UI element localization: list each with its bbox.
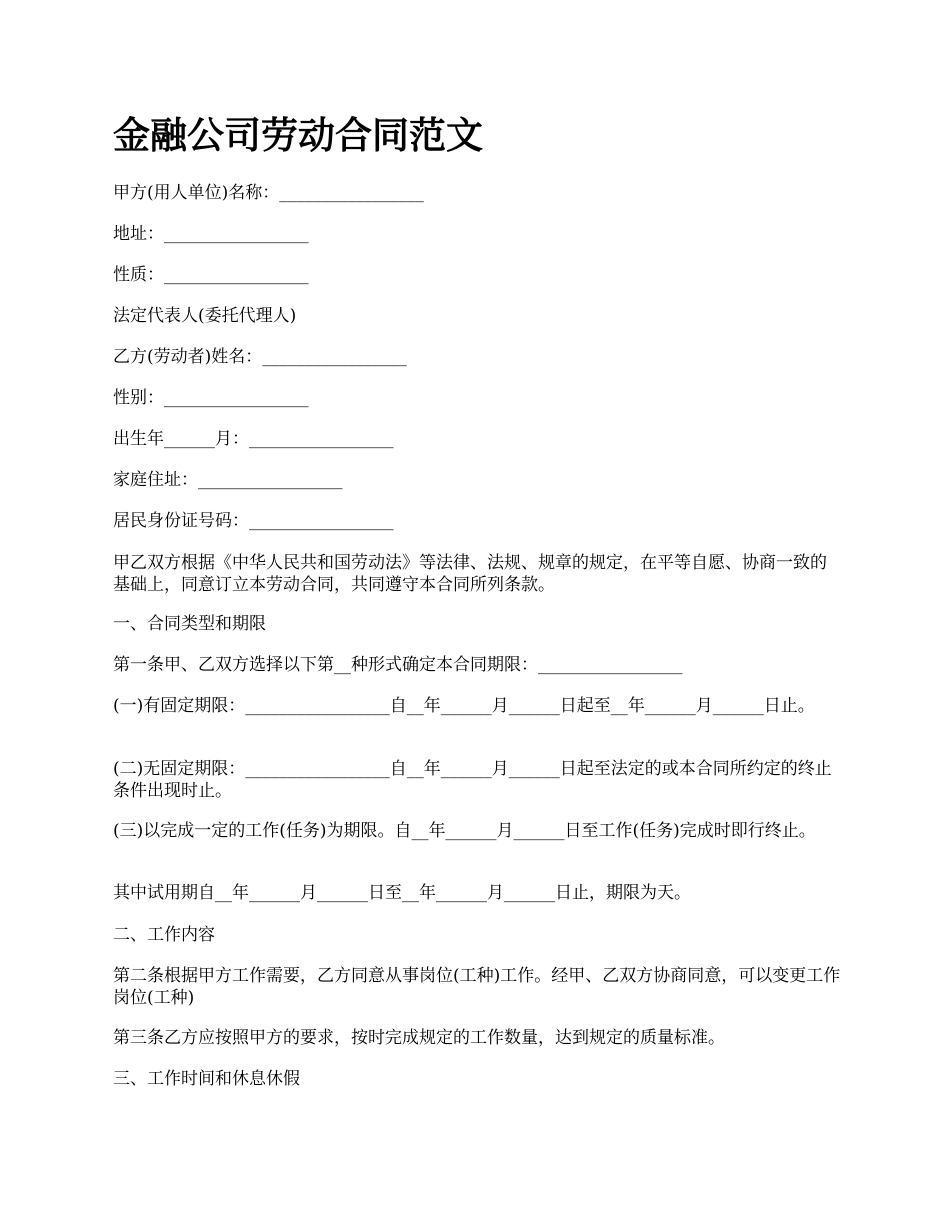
option-fixed-term: (一)有固定期限：_________________自__年______月______日起至__年______月______日止。 [113, 696, 815, 716]
field-id-number: 居民身份证号码：_________________ [113, 511, 394, 531]
option-task-term: (三)以完成一定的工作(任务)为期限。自__年______月______日至工作(任务)完成时即行终止。 [113, 821, 816, 841]
section-heading-contract-type: 一、合同类型和期限 [113, 614, 266, 634]
field-home-address: 家庭住址：_________________ [113, 470, 343, 490]
field-legal-representative: 法定代表人(委托代理人) [113, 306, 297, 326]
option-open-term: (二)无固定期限：_________________自__年______月______日起至法定的或本合同所约定的终止条件出现时止。 [113, 759, 832, 801]
probation-period: 其中试用期自__年______月______日至__年______月______日止，期限为天。 [113, 883, 691, 903]
section-heading-work-hours: 三、工作时间和休息休假 [113, 1069, 300, 1089]
article-3: 第三条乙方应按照甲方的要求，按时完成规定的工作数量，达到规定的质量标准。 [113, 1028, 725, 1048]
field-party-b-name: 乙方(劳动者)姓名：_________________ [113, 347, 407, 367]
section-heading-work-content: 二、工作内容 [113, 925, 215, 945]
intro-paragraph: 甲乙双方根据《中华人民共和国劳动法》等法律、法规、规章的规定，在平等自愿、协商一致的基础上，同意订立本劳动合同，共同遵守本合同所列条款。 [113, 553, 827, 595]
document-title: 金融公司劳动合同范文 [113, 114, 483, 157]
field-address: 地址：_________________ [113, 224, 309, 244]
field-gender: 性别：_________________ [113, 388, 309, 408]
field-party-a-name: 甲方(用人单位)名称：_________________ [113, 183, 424, 203]
field-nature: 性质：_________________ [113, 265, 309, 285]
field-birth-date: 出生年______月：_________________ [113, 429, 394, 449]
article-2: 第二条根据甲方工作需要，乙方同意从事岗位(工种)工作。经甲、乙双方协商同意，可以变更工作岗位(工种) [113, 966, 841, 1008]
article-1: 第一条甲、乙双方选择以下第__种形式确定本合同期限：_________________ [113, 655, 683, 675]
